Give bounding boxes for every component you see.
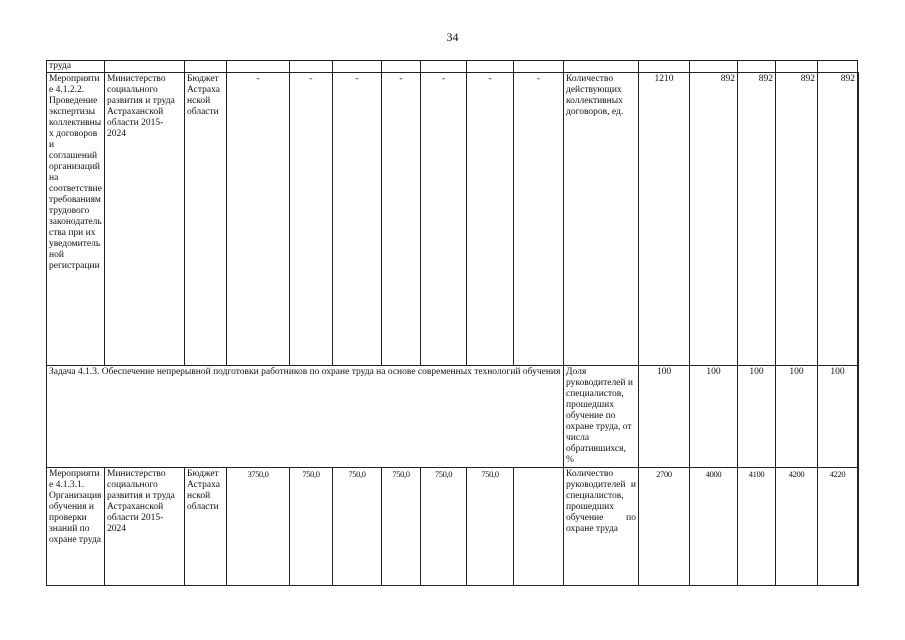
- value-cell: 4200: [776, 468, 818, 586]
- value-cell: 892: [738, 73, 776, 366]
- value-cell: 892: [818, 73, 858, 366]
- funding-cell: 750,0: [290, 468, 333, 586]
- funding-cell: -: [290, 73, 333, 366]
- executor-cell: Министерство социального развития и труда Астраханской области 2015-2024: [105, 468, 185, 586]
- table-row: [47, 366, 859, 468]
- funding-cell: -: [382, 73, 421, 366]
- value-cell: 4220: [818, 468, 858, 586]
- source-cell: Бюджет Астраханской области: [185, 73, 227, 366]
- top-row-label: труда: [47, 61, 105, 73]
- funding-cell: -: [467, 73, 514, 366]
- table-row: [47, 468, 859, 586]
- value-cell: 892: [776, 73, 818, 366]
- table-row: [47, 73, 859, 366]
- funding-cell: 750,0: [467, 468, 514, 586]
- value-cell: [858, 366, 859, 468]
- program-table: [46, 60, 859, 586]
- measure-cell: Мероприятие 4.1.2.2. Проведение экспертизы коллективных договоров и соглашений организаций на соответствие требованиям трудового законодательства при их уведомительной регистрации: [47, 73, 105, 366]
- value-cell: [858, 468, 859, 586]
- funding-cell: [514, 468, 564, 586]
- value-cell: 100: [639, 366, 690, 468]
- value-cell: 2700: [639, 468, 690, 586]
- funding-cell: 750,0: [382, 468, 421, 586]
- task-cell: Задача 4.1.3. Обеспечение непрерывной подготовки работников по охране труда на основе современных технологий обучения: [47, 366, 564, 468]
- value-cell: 100: [776, 366, 818, 468]
- source-cell: Бюджет Астраханской области: [185, 468, 227, 586]
- indicator-cell: Количество действующих коллективных договоров, ед.: [564, 73, 639, 366]
- indicator-cell: Доля руководителей и специалистов, прошедших обучение по охране труда, от числа обратившихся, %: [564, 366, 639, 468]
- funding-cell: -: [514, 73, 564, 366]
- table-row: [47, 61, 859, 73]
- page-number: 34: [446, 30, 459, 44]
- funding-cell: 750,0: [421, 468, 467, 586]
- executor-cell: Министерство социального развития и труда Астраханской области 2015-2024: [105, 73, 185, 366]
- value-cell: 1210: [639, 73, 690, 366]
- value-cell: 100: [738, 366, 776, 468]
- funding-cell: -: [421, 73, 467, 366]
- measure-cell: Мероприятие 4.1.3.1. Организация обучения и проверки знаний по охране труда: [47, 468, 105, 586]
- funding-cell: -: [227, 73, 290, 366]
- funding-cell: 3750,0: [227, 468, 290, 586]
- value-cell: 892: [690, 73, 738, 366]
- value-cell: 4000: [690, 468, 738, 586]
- funding-cell: -: [333, 73, 382, 366]
- value-cell: 4100: [738, 468, 776, 586]
- value-cell: [858, 73, 859, 366]
- value-cell: 100: [818, 366, 858, 468]
- indicator-cell: Количество руководителей и специалистов, прошедших обучение по охране труда: [564, 468, 639, 586]
- value-cell: 100: [690, 366, 738, 468]
- funding-cell: 750,0: [333, 468, 382, 586]
